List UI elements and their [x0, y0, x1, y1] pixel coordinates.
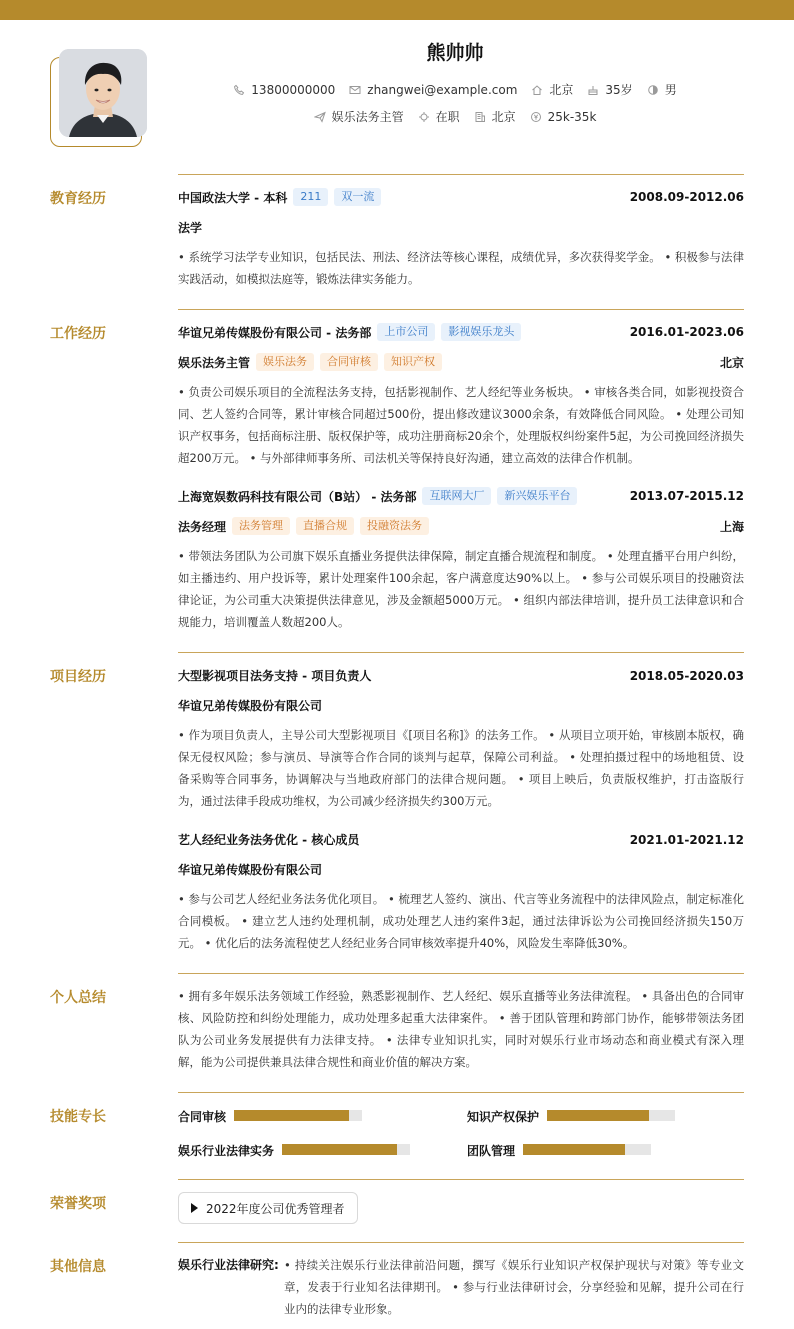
- top-accent-bar: [0, 0, 794, 20]
- project-name: 大型影视项目法务支持 - 项目负责人: [178, 669, 372, 683]
- education-date: 2008.09-2012.06: [629, 190, 744, 204]
- gender-text: 男: [664, 83, 677, 97]
- email-item: [349, 83, 517, 97]
- divider: [178, 973, 744, 974]
- city-item: [531, 81, 573, 98]
- company-tag: 互联网大厂: [422, 487, 491, 505]
- job-title: 法务经理: [178, 519, 227, 534]
- skill-bar: [282, 1144, 410, 1155]
- status-text: 在职: [435, 110, 460, 124]
- education-header: [178, 188, 744, 206]
- company-name: 华谊兄弟传媒股份有限公司 - 法务部: [178, 325, 372, 340]
- education-description: • 系统学习法学专业知识，包括民法、刑法、经济法等核心课程，成绩优异，多次获得奖学金。 • 积极参与法律实践活动，如模拟法庭等，锻炼法律实务能力。: [178, 250, 744, 286]
- job-tag: 合同审核: [320, 353, 378, 371]
- skill-name: 合同审核: [178, 1110, 227, 1124]
- company-tag: 新兴娱乐平台: [497, 487, 577, 505]
- position-item: [314, 108, 404, 125]
- job-date: 2016.01-2023.06: [629, 325, 744, 339]
- job-location: 上海: [719, 519, 744, 534]
- job-title-row: [178, 517, 744, 535]
- skill-level-fill: [523, 1144, 625, 1155]
- project-date: 2021.01-2021.12: [629, 832, 744, 847]
- project-description: • 参与公司艺人经纪业务法务优化项目。 • 梳理艺人签约、演出、代言等业务流程中的法律风险点，制定标准化合同模板。 • 建立艺人违约处理机制，成功处理艺人违约案件3起，通过法律诉讼为公司挽回经济损失150万元。 • 优化后的法务流程使艺人经纪业务合同审核效率提升40%，风险发生率降低30%。: [178, 892, 744, 950]
- divider: [178, 174, 744, 175]
- city-text: 北京: [549, 83, 574, 97]
- age-text: 35岁: [605, 83, 633, 97]
- mail-icon: [349, 84, 361, 96]
- home-icon: [531, 84, 543, 96]
- major: 法学: [178, 221, 203, 235]
- school-name: 中国政法大学 - 本科: [178, 190, 288, 205]
- section-title-summary: 个人总结: [50, 990, 106, 1006]
- project-description: • 作为项目负责人，主导公司大型影视项目《[项目名称]》的法务工作。 • 从项目立项开始，审核剧本版权，确保无侵权风险；参与演员、导演等合作合同的谈判与起草，保障公司利益。 • 处理拍摄过程中的场地租赁、设备采购等合同事务，协调解决与当地政府部门的法律合规问题。 • 项目上映后，负责版权维护，打击盗版行为，通过法律手段成功维权，为公司减少经济损失约300万元。: [178, 728, 744, 808]
- company-tag: 上市公司: [377, 323, 435, 341]
- job-tag: 知识产权: [384, 353, 442, 371]
- education-major-row: [178, 219, 744, 236]
- company-tag: 影视娱乐龙头: [441, 323, 521, 341]
- contact-row: [0, 81, 794, 98]
- phone-icon: [233, 84, 245, 96]
- building-icon: [474, 111, 486, 123]
- divider: [178, 1092, 744, 1093]
- skill-name: 娱乐行业法律实务: [178, 1144, 275, 1158]
- job-description: • 带领法务团队为公司旗下娱乐直播业务提供法律保障，制定直播合规流程和制度。 • 处理直播平台用户纠纷，如主播违约、用户投诉等，累计处理案件100余起，客户满意度达90%以上。 • 参与公司娱乐项目的投融资法律论证，为公司重大决策提供法律意见，涉及金额超5000万元。 • 组织内部法律培训，提升员工法律意识和合规能力，培训覆盖人数超200人。: [178, 549, 744, 629]
- job-intent-row: [0, 108, 794, 125]
- skill-bar: [523, 1144, 651, 1155]
- school-tag: 211: [293, 188, 328, 206]
- divider: [178, 1179, 744, 1180]
- summary-text: • 拥有多年娱乐法务领域工作经验，熟悉影视制作、艺人经纪、娱乐直播等业务法律流程。 • 具备出色的合同审核、风险防控和纠纷处理能力，成功处理多起重大法律案件。 • 善于团队管理和跨部门协作，能够带领法务团队为公司业务发展提供有力法律支持。 • 法律专业知识扎实，同时对娱乐行业市场动态和商业模式有深入理解，能为公司提供兼具法律合规性和商业价值的解决方案。: [178, 989, 744, 1069]
- project-date: 2018.05-2020.03: [629, 668, 744, 683]
- award-text: 2022年度公司优秀管理者: [206, 1201, 345, 1216]
- salary-item: [530, 110, 597, 124]
- divider: [178, 309, 744, 310]
- candidate-name: 熊帅帅: [426, 42, 484, 64]
- triangle-right-icon: [191, 1203, 198, 1213]
- project-header: [178, 667, 744, 684]
- skill-name: 知识产权保护: [467, 1110, 540, 1124]
- project-name: 艺人经纪业务法务优化 - 核心成员: [178, 833, 360, 847]
- job-header: [178, 323, 744, 341]
- section-title-other: 其他信息: [50, 1259, 106, 1275]
- section-title-honors: 荣誉奖项: [50, 1196, 106, 1212]
- divider: [178, 652, 744, 653]
- job-tag: 法务管理: [232, 517, 290, 535]
- section-title-skills: 技能专长: [50, 1109, 106, 1125]
- gender-icon: [647, 84, 659, 96]
- section-title-education: 教育经历: [50, 191, 106, 207]
- award-item[interactable]: [178, 1192, 358, 1224]
- other-text: • 持续关注娱乐行业法律前沿问题，撰写《娱乐行业知识产权保护现状与对策》等专业文章，发表于行业知名法律期刊。 • 参与行业法律研讨会，分享经验和见解，提升公司在行业内的法律专业形象。: [284, 1258, 744, 1316]
- phone-text: 13800000000: [251, 82, 336, 97]
- skill-bar: [234, 1110, 362, 1121]
- section-title-projects: 项目经历: [50, 669, 106, 685]
- target-city-text: 北京: [491, 110, 516, 124]
- job-location: 北京: [719, 355, 744, 370]
- coin-icon: [530, 111, 542, 123]
- job-tag: 娱乐法务: [256, 353, 314, 371]
- skill-level-fill: [234, 1110, 349, 1121]
- target-city-item: [474, 108, 516, 125]
- skill-bar: [547, 1110, 675, 1121]
- job-title: 娱乐法务主管: [178, 355, 251, 370]
- project-company: 华谊兄弟传媒股份有限公司: [178, 699, 323, 713]
- skill-name: 团队管理: [467, 1144, 516, 1158]
- divider: [178, 1242, 744, 1243]
- other-label: 娱乐行业法律研究:: [178, 1258, 279, 1272]
- company-name: 上海宽娱数码科技有限公司（B站） - 法务部: [178, 489, 417, 504]
- job-description: • 负责公司娱乐项目的全流程法务支持，包括影视制作、艺人经纪等业务板块。 • 审核各类合同，如影视投资合同、艺人签约合同等，累计审核合同超过500份，提出修改建议3000余条，有效降低合同风险。 • 处理公司知识产权事务，包括商标注册、版权保护等，成功注册商标20余个，处理版权纠纷案件5起，为公司挽回经济损失超200万元。 • 与外部律师事务所、司法机关等保持良好沟通，建立高效的法律合作机制。: [178, 385, 744, 465]
- skill-level-fill: [547, 1110, 649, 1121]
- project-company-row: [178, 697, 744, 714]
- status-item: [418, 108, 460, 125]
- salary-text: 25k-35k: [547, 109, 597, 124]
- section-title-work: 工作经历: [50, 326, 106, 342]
- job-date: 2013.07-2015.12: [629, 489, 744, 503]
- status-icon: [418, 111, 430, 123]
- job-tag: 投融资法务: [360, 517, 429, 535]
- phone-item: [233, 83, 335, 97]
- project-company: 华谊兄弟传媒股份有限公司: [178, 863, 323, 877]
- position-text: 娱乐法务主管: [331, 110, 404, 124]
- job-title-row: [178, 353, 744, 371]
- job-header: [178, 487, 744, 505]
- project-company-row: [178, 861, 744, 878]
- age-item: [587, 81, 632, 98]
- project-header: [178, 831, 744, 848]
- send-icon: [314, 111, 326, 123]
- cake-icon: [587, 84, 599, 96]
- gender-item: [647, 81, 677, 98]
- school-tag: 双一流: [334, 188, 381, 206]
- skill-level-fill: [282, 1144, 397, 1155]
- job-tag: 直播合规: [296, 517, 354, 535]
- email-text: zhangwei@example.com: [367, 82, 518, 97]
